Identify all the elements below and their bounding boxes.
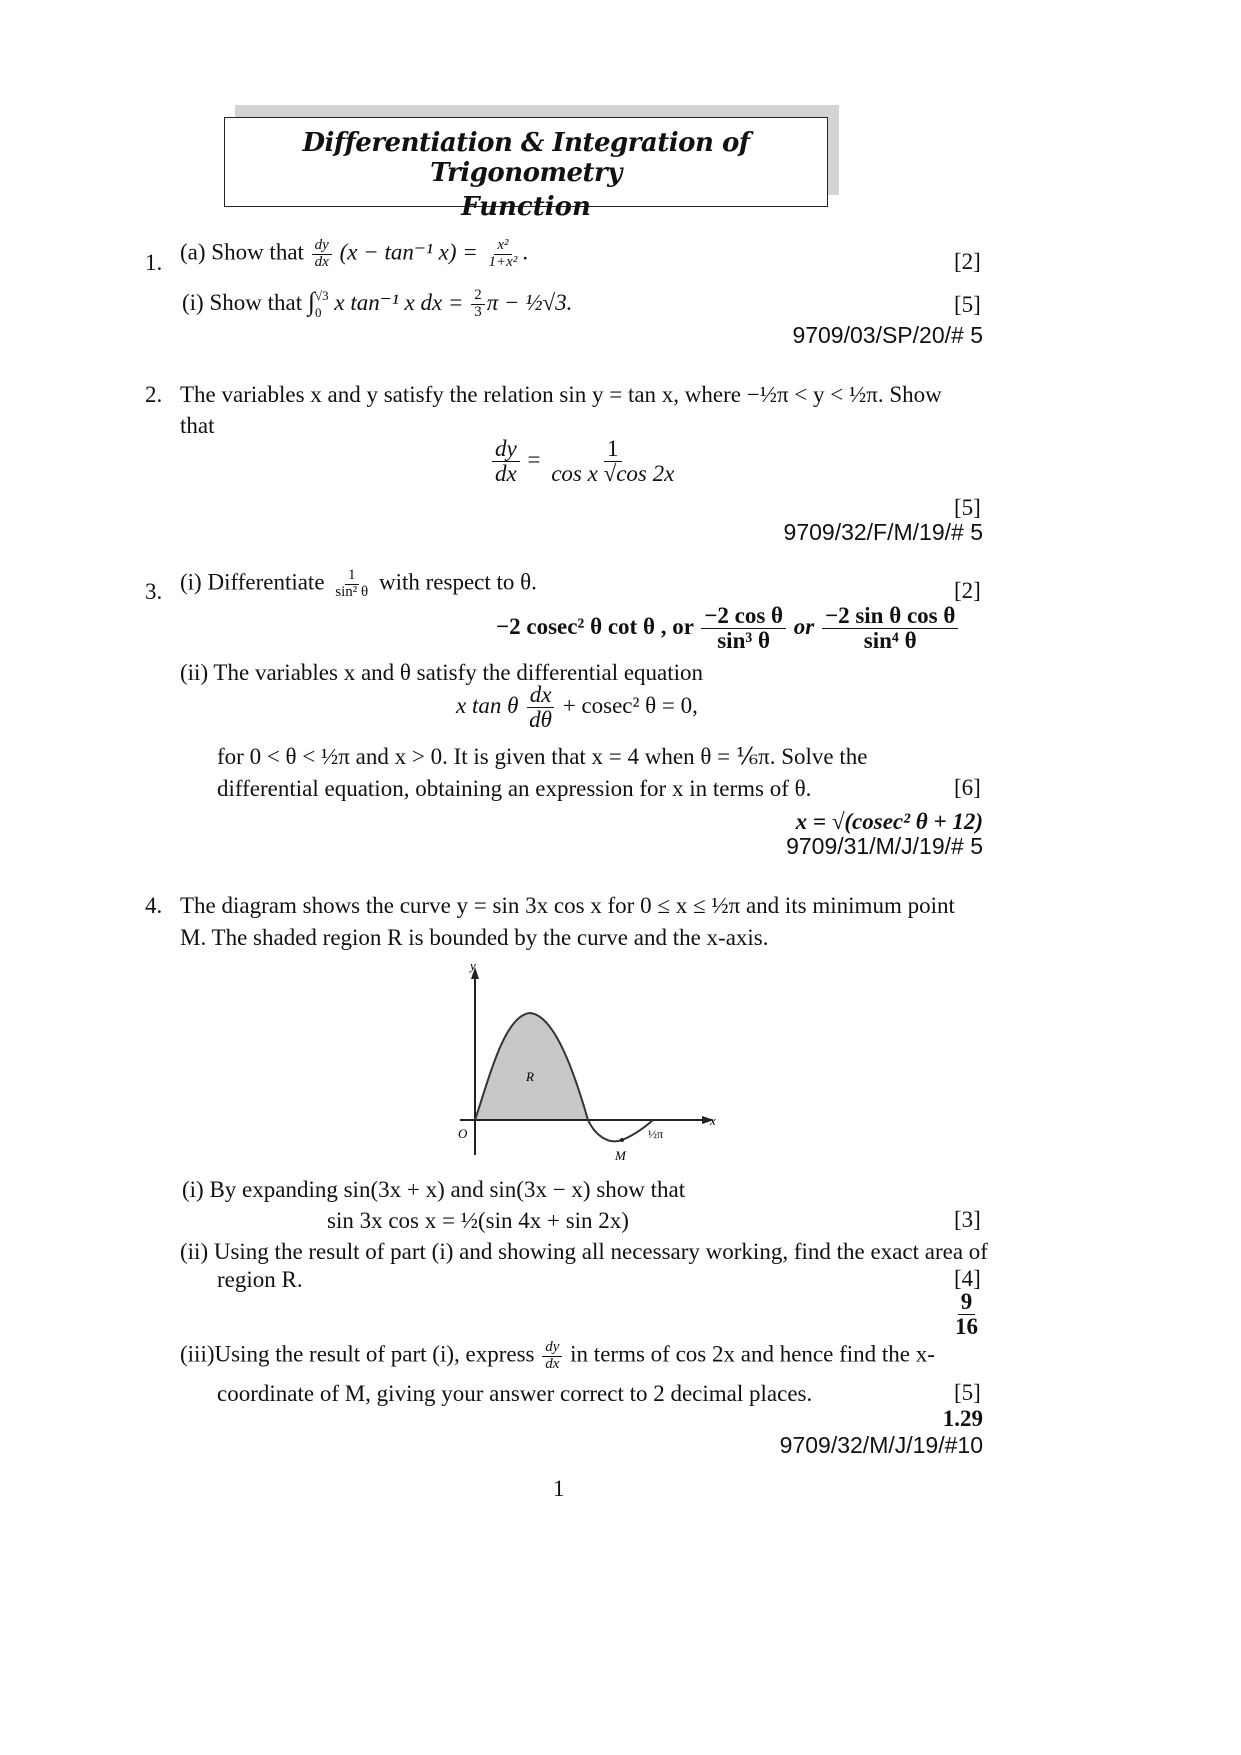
q1-i-two-thirds: $\frac{2}{3}$: [471, 288, 485, 321]
q3-i-marks: [2]: [954, 578, 981, 603]
q1-i-rhs: π − ½√3.: [486, 290, 573, 315]
q1-number: 1.: [145, 250, 163, 275]
q1-i-text: Show that: [209, 290, 303, 315]
q1-a-marks: [2]: [954, 249, 981, 274]
curve-diagram: [450, 955, 740, 1165]
q4-line2: M. The shaded region R is bounded by the curve and the x-axis.: [180, 925, 769, 950]
q1-a-label: (a): [180, 239, 206, 265]
q3-ii-line3: differential equation, obtaining an expression for x in terms of θ.: [217, 776, 812, 801]
integral-sign: ∫: [307, 287, 315, 316]
x-axis-label: x: [710, 1113, 716, 1128]
q1-part-a: (a) Show that $\frac{dy}{dx}$ (x − tan⁻¹ x) = $\frac{\text{x²}}{\text{1+x²}}$ .: [180, 237, 529, 270]
y-axis-label: y: [470, 958, 476, 973]
page-title-line1: Differentiation & Integration of Trigonometry: [302, 128, 750, 188]
q2-reference: 9709/32/F/M/19/# 5: [783, 519, 983, 545]
q4-i-line1: (i) By expanding sin(3x + x) and sin(3x − x) show that: [182, 1177, 686, 1202]
q4-ii-line2: region R.: [217, 1267, 303, 1292]
page-title-line2: Function: [461, 192, 591, 222]
q1-a-rhs: $\frac{\text{x²}}{\text{1+x²}}$: [488, 237, 518, 270]
q1-a-derivative: $\frac{dy}{dx}$: [312, 238, 332, 271]
q2-number: 2.: [145, 382, 163, 407]
q2-equation: $\frac{dy}{dx}$ = $\frac{1}{\text{cos x √cos 2x}}$: [490, 437, 679, 486]
page-number: 1: [553, 1476, 565, 1501]
q1-part-i: (i) Show that ∫ √3 0 x tan⁻¹ x dx = $\frac{2}{3}$ π − ½√3.: [182, 287, 573, 321]
q2-marks: [5]: [954, 495, 981, 520]
q3-reference: 9709/31/M/J/19/# 5: [786, 833, 983, 859]
q1-i-label: (i): [182, 290, 204, 315]
q4-line1: The diagram shows the curve y = sin 3x cos x for 0 ≤ x ≤ ½π and its minimum point: [180, 893, 955, 918]
q3-ii-answer: x = √(cosec² θ + 12): [795, 809, 983, 834]
q3-ii-line1: (ii) The variables x and θ satisfy the differential equation: [180, 660, 704, 685]
title-box: [224, 117, 828, 222]
end-label: ½π: [648, 1127, 664, 1141]
q4-iii-line1: (iii)Using the result of part (i), express $\frac{dy}{dx}$ in terms of cos 2x and hence find the x-: [180, 1339, 935, 1372]
q1-reference: 9709/03/SP/20/# 5: [792, 322, 983, 348]
q2-lhs: $\frac{dy}{dx}$: [492, 437, 520, 486]
q3-ii-equation: x tan θ $\frac{dx}{d\theta}$ + cosec² θ = 0,: [456, 682, 698, 733]
q3-ii-line2: for 0 < θ < ½π and x > 0. It is given that x = 4 when θ = ⅙π. Solve the: [217, 744, 868, 769]
q1-a-expression: (x − tan⁻¹ x) =: [339, 239, 478, 265]
q4-number: 4.: [145, 893, 163, 918]
q4-ii-answer: $\frac{9}{16}$: [955, 1289, 978, 1340]
region-label: R: [526, 1069, 534, 1084]
q1-a-text: Show that: [211, 239, 304, 265]
q2-line1: The variables x and y satisfy the relation sin y = tan x, where −½π < y < ½π. Show: [180, 382, 942, 407]
q1-i-expression: x tan⁻¹ x dx =: [334, 290, 464, 315]
q4-iii-line2: coordinate of M, giving your answer correct to 2 decimal places.: [217, 1381, 813, 1406]
q4-ii-line1: (ii) Using the result of part (i) and showing all necessary working, find the exact area of: [180, 1239, 988, 1264]
q3-number: 3.: [145, 579, 163, 604]
q1-i-marks: [5]: [954, 292, 981, 317]
q4-iii-answer: 1.29: [942, 1406, 983, 1431]
origin-label: O: [458, 1126, 468, 1141]
q3-ii-marks: [6]: [954, 775, 981, 800]
q3-part-i: (i) Differentiate $\frac{1}{\text{sin² θ}}$ with respect to θ.: [180, 567, 537, 600]
q3-i-fraction: $\frac{1}{\text{sin² θ}}$: [335, 567, 369, 600]
q4-ii-marks: [4]: [954, 1266, 981, 1291]
q4-i-equation: sin 3x cos x = ½(sin 4x + sin 2x): [327, 1208, 629, 1233]
minimum-label: M: [615, 1148, 626, 1163]
q2-line2: that: [180, 413, 215, 438]
q4-iii-marks: [5]: [954, 1380, 981, 1405]
q4-reference: 9709/32/M/J/19/#10: [779, 1432, 983, 1458]
q2-rhs: $\frac{1}{\text{cos x √cos 2x}}$: [551, 436, 675, 487]
q4-i-marks: [3]: [954, 1207, 981, 1232]
q3-i-answer: −2 cosec² θ cot θ , or $\frac{\text{−2 cos θ}}{\text{sin³ θ}}$ or $\frac{\text{−2 sin θ cos θ}}{\text{sin⁴ θ}}$: [496, 604, 960, 653]
minimum-point: [620, 1138, 624, 1142]
